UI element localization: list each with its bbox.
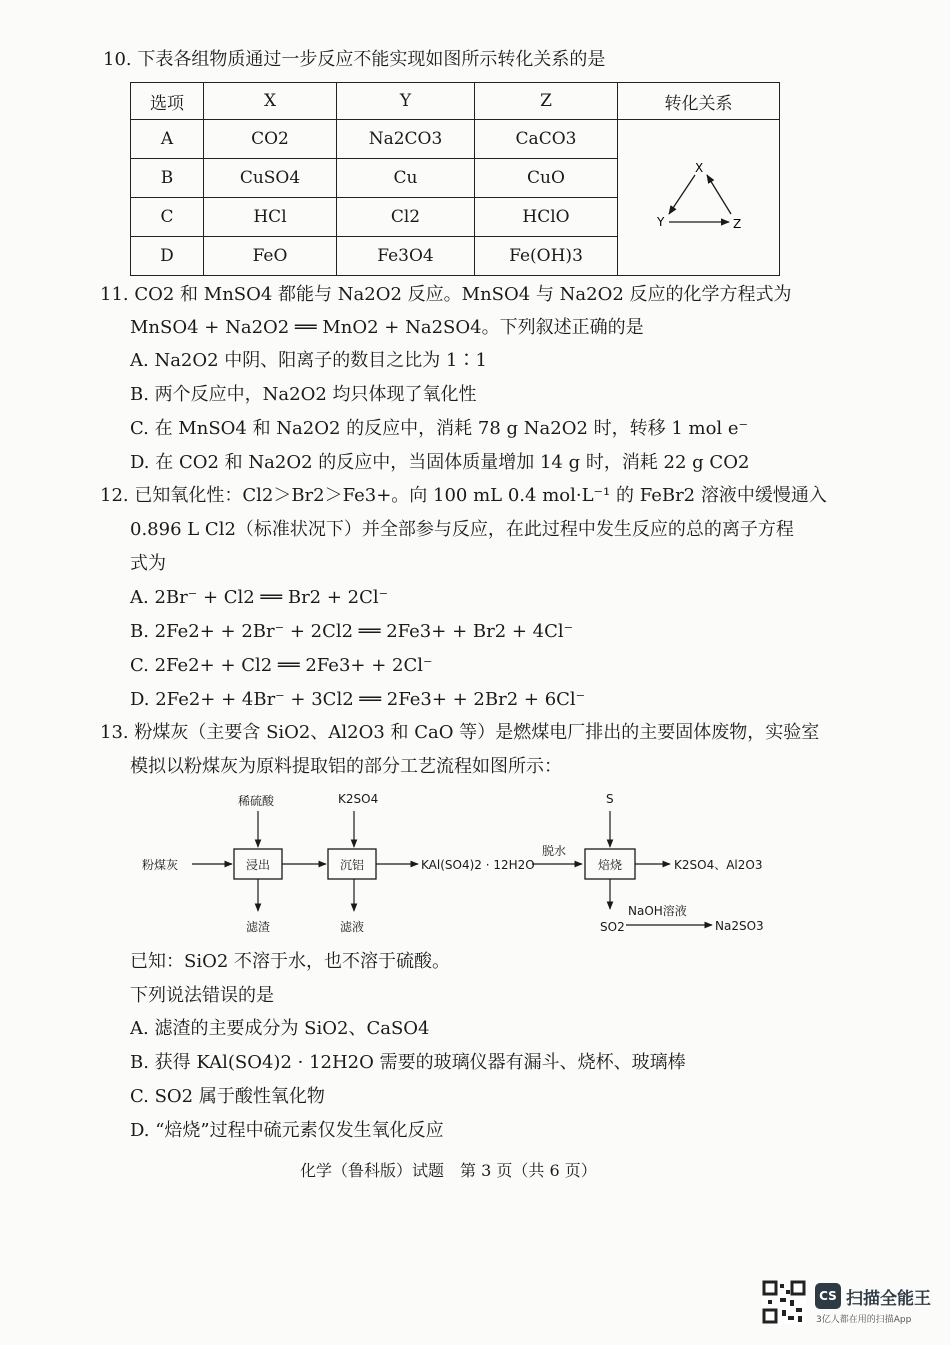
q12-line1: 12. 已知氧化性：Cl2＞Br2＞Fe3+。向 100 mL 0.4 mol·L⁻¹ 的 FeBr2 溶液中缓慢通入 bbox=[100, 485, 827, 506]
reagent-k2so4: K2SO4 bbox=[338, 792, 379, 806]
arrow-x-to-y bbox=[669, 175, 695, 214]
output-na2so3: Na2SO3 bbox=[715, 919, 764, 933]
q12-line3: 式为 bbox=[130, 553, 166, 574]
cell-z: CaCO3 bbox=[475, 120, 618, 159]
q11-option-b: B. 两个反应中，Na2O2 均只体现了氧化性 bbox=[130, 384, 477, 405]
q13-ask: 下列说法错误的是 bbox=[130, 985, 274, 1006]
header-relation: 转化关系 bbox=[618, 83, 780, 120]
header-x: X bbox=[204, 83, 337, 120]
reagent-naoh-solution: NaOH溶液 bbox=[628, 904, 687, 918]
output-filtrate: 滤液 bbox=[340, 920, 365, 934]
arrow-z-to-x bbox=[707, 175, 731, 214]
header-option: 选项 bbox=[131, 83, 204, 120]
raw-material-fly-ash: 粉煤灰 bbox=[142, 858, 179, 872]
cell-x: CuSO4 bbox=[204, 159, 337, 198]
q11-option-a: A. Na2O2 中阴、阳离子的数目之比为 1∶1 bbox=[130, 350, 487, 371]
output-so2: SO2 bbox=[600, 920, 625, 934]
cell-y: Fe3O4 bbox=[337, 237, 475, 276]
step-roast: 焙烧 bbox=[598, 858, 623, 872]
cell-y: Cu bbox=[337, 159, 475, 198]
intermediate-alum: KAl(SO4)2 · 12H2O bbox=[421, 858, 535, 872]
cell-z: CuO bbox=[475, 159, 618, 198]
cell-option: C bbox=[131, 198, 204, 237]
cell-x: CO2 bbox=[204, 120, 337, 159]
q13-known: 已知：SiO2 不溶于水，也不溶于硫酸。 bbox=[130, 951, 451, 972]
output-residue: 滤渣 bbox=[246, 920, 271, 934]
qr-code-icon bbox=[762, 1280, 806, 1324]
node-y: Y bbox=[656, 215, 664, 229]
q11-line1: 11. CO2 和 MnSO4 都能与 Na2O2 反应。MnSO4 与 Na2O2 反应的化学方程式为 bbox=[100, 284, 792, 305]
relation-diagram-cell bbox=[618, 120, 780, 276]
node-z: Z bbox=[732, 217, 741, 231]
q10-table bbox=[130, 82, 780, 276]
cell-x: HCl bbox=[204, 198, 337, 237]
page-footer: 化学（鲁科版）试题 第 3 页（共 6 页） bbox=[300, 1161, 597, 1180]
final-products: K2SO4、Al2O3 bbox=[674, 858, 763, 872]
watermark-subtitle: 3亿人都在用的扫描App bbox=[816, 1315, 912, 1325]
q11-option-d: D. 在 CO2 和 Na2O2 的反应中，当固体质量增加 14 g 时，消耗 22 g CO2 bbox=[130, 452, 750, 473]
cell-option: B bbox=[131, 159, 204, 198]
header-y: Y bbox=[337, 83, 475, 120]
q12-option-a: A. 2Br⁻ + Cl2 ══ Br2 + 2Cl⁻ bbox=[130, 587, 389, 608]
camscanner-logo-icon: CS bbox=[815, 1283, 841, 1309]
cell-y: Cl2 bbox=[337, 198, 475, 237]
q13-option-b: B. 获得 KAl(SO4)2 · 12H2O 需要的玻璃仪器有漏斗、烧杯、玻璃棒 bbox=[130, 1052, 686, 1073]
cell-x: FeO bbox=[204, 237, 337, 276]
node-x: X bbox=[694, 161, 703, 175]
table-row bbox=[131, 120, 780, 159]
q11-line2: MnSO4 + Na2O2 ══ MnO2 + Na2SO4。下列叙述正确的是 bbox=[130, 317, 644, 338]
q13-option-d: D. “焙烧”过程中硫元素仅发生氧化反应 bbox=[130, 1120, 444, 1141]
q13-option-a: A. 滤渣的主要成分为 SiO2、CaSO4 bbox=[130, 1018, 430, 1039]
cell-y: Na2CO3 bbox=[337, 120, 475, 159]
q13-line2: 模拟以粉煤灰为原料提取铝的部分工艺流程如图所示： bbox=[130, 756, 562, 777]
q13-line1: 13. 粉煤灰（主要含 SiO2、Al2O3 和 CaO 等）是燃煤电厂排出的主要固体废物，实验室 bbox=[100, 722, 820, 743]
q12-line2: 0.896 L Cl2（标准状况下）并全部参与反应，在此过程中发生反应的总的离子方程 bbox=[130, 519, 794, 540]
q10-stem: 10. 下表各组物质通过一步反应不能实现如图所示转化关系的是 bbox=[103, 49, 606, 70]
relation-diagram bbox=[619, 120, 779, 270]
process-flow-diagram bbox=[130, 785, 780, 945]
cell-option: A bbox=[131, 120, 204, 159]
step-dehydrate: 脱水 bbox=[542, 844, 567, 858]
cell-z: HClO bbox=[475, 198, 618, 237]
reagent-dilute-sulfuric-acid: 稀硫酸 bbox=[238, 794, 275, 808]
step-precipitate-aluminum: 沉铝 bbox=[340, 858, 365, 872]
cell-option: D bbox=[131, 237, 204, 276]
step-leach: 浸出 bbox=[246, 858, 271, 872]
q12-option-b: B. 2Fe2+ + 2Br⁻ + 2Cl2 ══ 2Fe3+ + Br2 + 4Cl⁻ bbox=[130, 621, 574, 642]
q13-option-c: C. SO2 属于酸性氧化物 bbox=[130, 1086, 325, 1107]
q11-option-c: C. 在 MnSO4 和 Na2O2 的反应中，消耗 78 g Na2O2 时，转移 1 mol e⁻ bbox=[130, 418, 749, 439]
header-z: Z bbox=[475, 83, 618, 120]
q12-option-c: C. 2Fe2+ + Cl2 ══ 2Fe3+ + 2Cl⁻ bbox=[130, 655, 433, 676]
reagent-sulfur: S bbox=[606, 792, 614, 806]
watermark-brand: 扫描全能王 bbox=[846, 1289, 931, 1309]
cell-z: Fe(OH)3 bbox=[475, 237, 618, 276]
q12-option-d: D. 2Fe2+ + 4Br⁻ + 3Cl2 ══ 2Fe3+ + 2Br2 + 6Cl⁻ bbox=[130, 689, 586, 710]
